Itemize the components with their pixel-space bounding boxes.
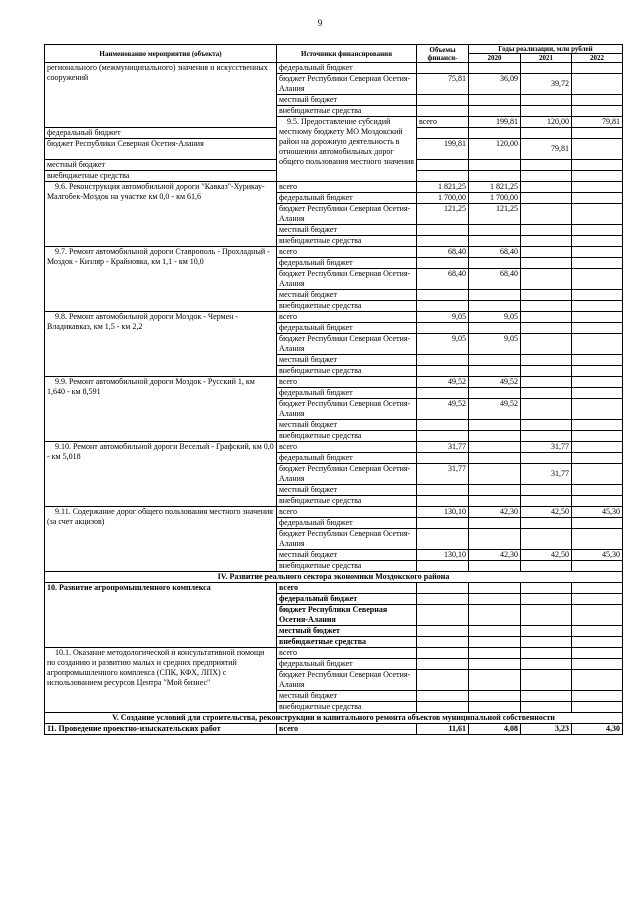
source-cell: всего	[277, 247, 417, 258]
source-cell: внебюджетные средства	[277, 702, 417, 713]
source-cell: бюджет Республики Северная Осетия-Алания	[277, 529, 417, 550]
table-row	[45, 724, 623, 735]
source-cell: местный бюджет	[277, 355, 417, 366]
value-cell: 42,30	[469, 507, 521, 518]
value-cell: 1 821,25	[417, 182, 469, 193]
source-cell: местный бюджет	[277, 626, 417, 637]
section-title: IV. Развитие реального сектора экономики Моздокского района	[45, 572, 623, 583]
value-cell: 120,00	[521, 117, 572, 128]
source-cell: местный бюджет	[277, 225, 417, 236]
source-cell: местный бюджет	[277, 550, 417, 561]
source-cell: всего	[277, 377, 417, 388]
table-row	[45, 648, 623, 659]
value-cell: 121,25	[469, 204, 521, 225]
header-year-2022: 2022	[572, 54, 623, 63]
source-cell: федеральный бюджет	[277, 193, 417, 204]
header-year-2020: 2020	[469, 54, 521, 63]
source-cell: бюджет Республики Северная Осетия-Алания	[277, 204, 417, 225]
table-row	[45, 442, 623, 453]
item-name: 9.10. Ремонт автомобильной дороги Веселый - Графский, км 0,0 - км 5,018	[45, 442, 277, 507]
value-cell: 75,81	[417, 74, 469, 95]
table-row	[45, 312, 623, 323]
header-source: Источники финансирования	[277, 45, 417, 63]
source-cell: внебюджетные средства	[277, 236, 417, 247]
value-cell: 68,40	[469, 269, 521, 290]
source-cell: федеральный бюджет	[277, 594, 417, 605]
source-cell: внебюджетные средства	[277, 366, 417, 377]
item-name: 9.9. Ремонт автомобильной дороги Моздок - Русский 1, км 1,640 - км 8,591	[45, 377, 277, 442]
source-cell: внебюджетные средства	[277, 561, 417, 572]
source-cell: бюджет Республики Северная Осетия-Алания	[277, 334, 417, 355]
value-cell: 49,52	[469, 377, 521, 388]
item-name: 9.11. Содержание дорог общего пользования местного значения (за счет акцизов)	[45, 507, 277, 572]
item-name: 9.8. Ремонт автомобильной дороги Моздок - Чермен - Владикавказ, км 1,5 - км 2,2	[45, 312, 277, 377]
value-cell: 49,52	[469, 399, 521, 420]
source-cell: бюджет Республики Северная Осетия-Алания	[277, 399, 417, 420]
value-cell: 9,05	[417, 334, 469, 355]
item-name: 9.7. Ремонт автомобильной дороги Ставрополь - Прохладный - Моздок - Кизляр - Крайновка, км 1,1 - км 10,0	[45, 247, 277, 312]
item-name: 10.1. Оказание методологической и консультативной помощи по созданию и развитию малых и средних предприятий агропромышленного комплекса (СПК, КФХ, ЛПХ) с использованием ресурсов Центра "Мой бизнес"	[45, 648, 277, 713]
value-cell: 1 700,00	[417, 193, 469, 204]
source-cell: федеральный бюджет	[277, 63, 417, 74]
value-cell: 4,30	[572, 724, 623, 735]
source-cell: всего	[277, 724, 417, 735]
source-cell: внебюджетные средства	[277, 301, 417, 312]
source-cell: федеральный бюджет	[277, 518, 417, 529]
source-cell: всего	[277, 583, 417, 594]
value-cell: 79,81	[572, 117, 623, 128]
source-cell: внебюджетные средства	[277, 431, 417, 442]
program-table	[44, 44, 623, 735]
source-cell: всего	[277, 507, 417, 518]
source-cell: местный бюджет	[45, 160, 277, 171]
source-cell: местный бюджет	[277, 485, 417, 496]
source-cell: федеральный бюджет	[277, 659, 417, 670]
source-cell: бюджет Республики Северная Осетия-Алания	[277, 269, 417, 290]
source-cell: всего	[277, 648, 417, 659]
value-cell: 3,23	[521, 724, 572, 735]
source-cell: внебюджетные средства	[277, 496, 417, 507]
source-cell: бюджет Республики Северная Осетия-Алания	[277, 670, 417, 691]
value-cell: 36,09	[469, 74, 521, 95]
value-cell: 31,77	[417, 464, 469, 485]
source-cell: бюджет Республики Северная Осетия-Алания	[277, 605, 417, 626]
value-cell: 49,52	[417, 399, 469, 420]
page-number: 9	[317, 18, 323, 28]
item-name: 10. Развитие агропромышленного комплекса	[45, 583, 277, 648]
source-cell: всего	[417, 117, 469, 128]
value-cell: 49,52	[417, 377, 469, 388]
value-cell: 79,81	[521, 139, 572, 160]
header-volume: Объемы финанси-	[417, 45, 469, 63]
value-cell: 9,05	[469, 312, 521, 323]
table-row	[45, 377, 623, 388]
value-cell: 31,77	[417, 442, 469, 453]
table-row	[45, 63, 623, 74]
item-name: 9.6. Реконструкция автомобильной дороги "Кавказ"-Хурикау-Малгобек-Моздок на участке км 0,0 - км 61,6	[45, 182, 277, 247]
header-name: Наименование мероприятия (объекта)	[45, 45, 277, 63]
value-cell: 130,10	[417, 550, 469, 561]
table-row	[45, 182, 623, 193]
value-cell: 39,72	[521, 74, 572, 95]
value-cell: 9,05	[469, 334, 521, 355]
value-cell: 42,50	[521, 507, 572, 518]
source-cell: внебюджетные средства	[45, 171, 277, 182]
item-name: регионального (межмуниципального) значения и искусственных сооружений	[45, 63, 277, 128]
value-cell: 4,08	[469, 724, 521, 735]
value-cell: 45,30	[572, 507, 623, 518]
source-cell: бюджет Республики Северная Осетия-Алания	[45, 139, 277, 160]
item-name: 9.5. Предоставление субсидий местному бюджету МО Моздокский район на дорожную деятельность в отношении автомобильных дорог общего пользования местного значения	[277, 117, 417, 182]
value-cell: 130,10	[417, 507, 469, 518]
value-cell: 199,81	[469, 117, 521, 128]
source-cell: федеральный бюджет	[45, 128, 277, 139]
source-cell: внебюджетные средства	[277, 106, 417, 117]
item-name: 11. Проведение проектно-изыскательских работ	[45, 724, 277, 735]
source-cell: бюджет Республики Северная Осетия-Алания	[277, 74, 417, 95]
source-cell: местный бюджет	[277, 691, 417, 702]
table-row	[45, 507, 623, 518]
source-cell: местный бюджет	[277, 95, 417, 106]
source-cell: всего	[277, 182, 417, 193]
source-cell: местный бюджет	[277, 420, 417, 431]
value-cell: 121,25	[417, 204, 469, 225]
value-cell: 199,81	[417, 139, 469, 160]
value-cell: 9,05	[417, 312, 469, 323]
value-cell: 45,30	[572, 550, 623, 561]
value-cell: 1 700,00	[469, 193, 521, 204]
value-cell: 31,77	[521, 464, 572, 485]
value-cell: 68,40	[417, 269, 469, 290]
source-cell: внебюджетные средства	[277, 637, 417, 648]
source-cell: федеральный бюджет	[277, 388, 417, 399]
source-cell: всего	[277, 442, 417, 453]
value-cell: 11,61	[417, 724, 469, 735]
source-cell: бюджет Республики Северная Осетия-Алания	[277, 464, 417, 485]
value-cell: 1 821,25	[469, 182, 521, 193]
section-row	[45, 713, 623, 724]
source-cell: федеральный бюджет	[277, 258, 417, 269]
value-cell: 68,40	[417, 247, 469, 258]
section-row	[45, 572, 623, 583]
source-cell: всего	[277, 312, 417, 323]
header-years: Годы реализации, млн рублей	[469, 45, 623, 54]
section-title: V. Создание условий для строительства, реконструкции и капитального ремонта объектов муниципальной собственности	[45, 713, 623, 724]
value-cell: 42,50	[521, 550, 572, 561]
value-cell: 120,00	[469, 139, 521, 160]
table-row	[45, 247, 623, 258]
value-cell: 42,30	[469, 550, 521, 561]
value-cell: 31,77	[521, 442, 572, 453]
header-year-2021: 2021	[521, 54, 572, 63]
source-cell: федеральный бюджет	[277, 453, 417, 464]
value-cell: 68,40	[469, 247, 521, 258]
table-row	[45, 583, 623, 594]
source-cell: местный бюджет	[277, 290, 417, 301]
source-cell: федеральный бюджет	[277, 323, 417, 334]
